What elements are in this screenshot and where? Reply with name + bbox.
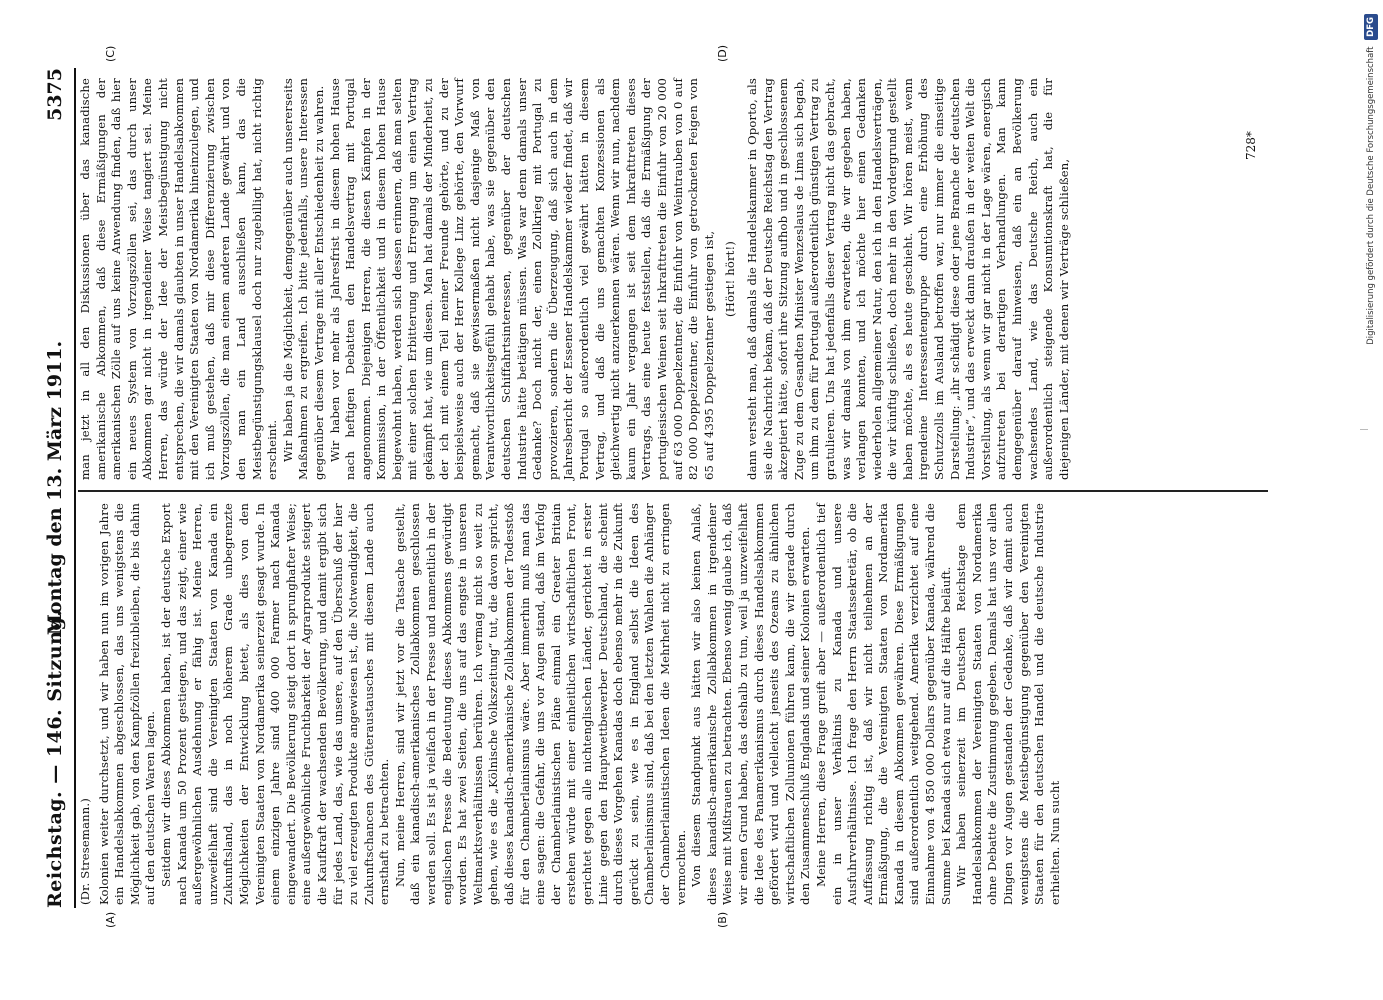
interjection: (Hört! hört!)	[723, 241, 738, 317]
page-number: 5375	[44, 68, 66, 121]
header-date: Montag den 13. März 1911.	[44, 340, 66, 636]
paragraph: Wir haben ja die Möglichkeit, demgegenüber auch unsererseits Maßnahmen zu ergreifen. Ich bitte jedenfalls, unsere Interessen gegenüber diesem Vertrage mit aller Entschiedenheit zu wahren.	[280, 78, 326, 480]
paragraph: Meine Herren, diese Frage greift aber — außerordentlich tief ein in unser Verhältnis zu Kanada und unsere Ausfuhrverhältnisse. Ich frage den Herrn Staatssekretär, ob die Auffassung richtig ist, daß wir nicht teilnehmen an der Ermäßigung, die die Vereinigten Staaten von Nordamerika Kanada in diesem Abkommen gewähren. Diese Ermäßigungen sind außerordentlich weitgehend. Amerika verzichtet auf eine Einnahme von 4 850 000 Dollars gegenüber Kanada, während die Summe bei Kanada sich etwa nur auf die Hälfte beläuft.	[813, 503, 953, 905]
column-divider	[78, 490, 1268, 492]
right-column	[78, 78, 1072, 480]
header-session: Reichstag. — 146. Sitzung.	[44, 609, 66, 908]
paragraph: dann versteht man, daß damals die Handelskammer in Oporto, als sie die Nachricht bekam, daß der Deutsche Reichstag den Vertrag akzeptiert hätte, sofort ihre Sitzung aufhob und in geschlossenem Zuge zu dem Gesandten Minister Wenzeslaus de Lima sich begab, um ihm zu dem für Portugal außerordentlich günstigen Vertrag zu gratulieren. Uns hat jedenfalls dieser Vertrag nicht das gebracht, was wir damals von ihm erwarteten, die wir gegeben haben, verlangen konnten, und ich möchte hier einen Gedanken wiederholen allgemeiner Natur, den ich in den Handelsverträgen, die wir künftig schließen, doch mehr in den Vordergrund gestellt haben möchte, als es heute geschieht. Wir hören meist, wenn irgendeine Interessentengruppe durch eine Erhöhung des Schutzzolls im Ausland betroffen war, nur immer die einseitige Darstellung: „ihr schädigt diese oder jene Branche der deutschen Industrie“, und das erweckt dann draußen in der weiten Welt die Vorstellung, als wenn wir gar nicht in der Lage wären, energisch aufzutreten bei derartigen Verhandlungen. Man kann demgegenüber darauf hinweisen, daß ein an Bevölkerung wachsendes Land, wie das Deutsche Reich, auch ein außerordentlich steigende Konsumtionskraft hat, die für diejenigen Länder, mit denen wir Verträge schließen,	[744, 78, 1071, 480]
speaker-tag: (Dr. Stresemann.)	[78, 798, 92, 905]
paragraph: Nun, meine Herren, sind wir jetzt vor die Tatsache gestellt, daß ein kanadisch-amerikanisches Zollabkommen geschlossen werden soll. Es ist ja vielfach in der Presse und namentlich in der englischen Presse die Bedeutung dieses Abkommens gewürdigt worden. Es hat zwei Seiten, die uns auf das engste in unseren Weltmarktsverhältnissen berühren. Ich vermag nicht so weit zu gehen, wie es die „Kölnische Volkszeitung“ tut, die davon spricht, daß dieses kanadisch-amerikanische Zollabkommen der Todesstoß für den Chamberlainismus wäre. Aber immerhin muß man das eine sagen: die Gefahr, die uns vor Augen stand, daß im Verfolg der Chamberlainistischen Pläne einmal ein Greater Britain erstehen würde mit einer einheitlichen wirtschaftlichen Front, gerichtet gegen alle nichtenglischen Länder, gerichtet in erster Linie gegen den Hauptwettbewerber Deutschland, die scheint durch dieses Vorgehen Kanadas doch ebenso mehr in die Zukunft gerückt zu sein, wie es in England selbst die Ideen des Chamberlainismus sind, daß bei den letzten Wahlen die Anhänger der Chamberlainistischen Ideen die Mehrheit nicht zu erringen vermochten.	[392, 503, 688, 905]
paragraph: man jetzt in all den Diskussionen über das kanadische amerikanische Abkommen, daß diese Ermäßigungen der amerikanischen Zölle auf uns keine Anwendung finden, daß hier ein neues System von Vorzugszöllen sei, das durch unser Abkommen gar nicht in irgendeiner Weise tangiert sei. Meine Herren, das würde der Idee der Meistbegünstigung nicht entsprechen, die wir damals glaubten in unser Handelsabkommen mit den Vereinigten Staaten von Nordamerika hineinzulegen, und ich muß gestehen, daß mir diese Differenzierung zwischen Vorzugszöllen, die man einem anderen Lande gewährt und von den man ein Land ausschließen kann, das die Meistbegünstigungsklausel doch nur zugebilligt hat, nicht richtig erscheint.	[78, 78, 280, 480]
paragraph: Seitdem wir dieses Abkommen haben, ist der deutsche Export nach Kanada um 50 Prozent gestiegen, und das zeigt, einer wie außergewöhnlichen Ausdehnung er fähig ist. Meine Herren, unzweifelhaft sind die Vereinigten Staaten von Kanada ein Zukunftsland, das in noch höherem Grade unbegrenzte Möglichkeiten der Entwicklung bietet, als dies von den Vereinigten Staaten von Nordamerika seinerzeit gesagt wurde. In einem einzigen Jahre sind 400 000 Farmer nach Kanada eingewandert. Die Bevölkerung steigt dort in sprunghafter Weise; eine außergewöhnliche Fruchtbarkeit der Agrarprodukte steigert die Kaufkraft der wachsenden Bevölkerung, und damit ergibt sich für jedes Land, das, wie das unsere, auf den Überschuß der hier zu viel erzeugten Produkte angewiesen ist, die Notwendigkeit, die Zukunftschancen des Güteraustausches mit diesem Lande auch ernsthaft zu betrachten.	[158, 503, 392, 905]
margin-marker-a: (A)	[104, 911, 117, 928]
paragraph: Von diesem Standpunkt aus hätten wir also keinen Anlaß, dieses kanadisch-amerikanische Zollabkommen in irgendeiner Weise mit Mißtrauen zu betrachten. Ebenso wenig glaube ich, daß wir einen Grund haben, das deshalb zu tun, weil ja unzweifelhaft die Idee des Panamerikanismus durch dieses Handelsabkommen gefördert wird und vielleicht jenseits des Ozeans zu ähnlichen wirtschaftlichen Zollunionen führen kann, die wir gerade durch den Zusammenschluß Englands und seiner Kolonien erwarten.	[689, 503, 813, 905]
left-column	[78, 503, 1063, 905]
dfg-logo: DFG	[1364, 14, 1378, 40]
page-footer-number: 728*	[1244, 131, 1258, 160]
digitization-credit	[1364, 14, 1378, 989]
page-header	[40, 68, 76, 908]
paragraph: Wir haben vor mehr als Jahresfrist in diesem hohen Hause nach heftigen Debatten den Handelsvertrag mit Portugal angenommen. Diejenigen Herren, die diesen Kämpfen in der Kommission, in der Öffentlichkeit und in diesem hohen Hause beigewohnt haben, werden sich dessen erinnern, daß man selten mit einer solchen Erbitterung und Erregung um einen Vertrag gekämpft hat, wie um diesen. Man hat damals der Minderheit, zu der ich mit einem Teil meiner Freunde gehörte, und zu der beispielsweise auch der Herr Kollege Linz gehörte, den Vorwurf gemacht, daß sie gewissermaßen nicht dasjenige Maß von Verantwortlichkeitsgefühl gehabt habe, was sie gegenüber den deutschen Schiffahrtsinteressen, gegenüber der deutschen Industrie hätte betätigen müssen. Was war denn damals unser Gedanke? Doch nicht der, einen Zollkrieg mit Portugal zu provozieren, sondern die Überzeugung, daß sich auch in dem Jahresbericht der Essener Handelskammer wieder findet, daß wir Portugal so außerordentlich viel gewährt hätten in diesem Vertrag, und daß die uns gemachten Konzessionen als gleichwertig nicht anzuerkennen wären. Wenn wir nun, nachdem kaum ein Jahr vergangen ist seit dem Inkrafttreten dieses Vertrags, das eine heute feststellen, daß die Ermäßigung der portugiesischen Weinen seit Inkrafttreten die Einfuhr von 20 000 auf 63 000 Doppelzentner, die Einfuhr von Weintrauben von 0 auf 82 000 Doppelzentner, die Einfuhr von getrockneten Feigen von 65 auf 4395 Doppelzentner gestiegen ist,	[327, 78, 716, 480]
margin-marker-d: (D)	[716, 44, 729, 62]
margin-marker-b: (B)	[716, 911, 729, 928]
paragraph: Wir haben seinerzeit im Deutschen Reichstage dem Handelsabkommen der Vereinigten Staaten von Nordamerika ohne Debatte die Zustimmung gegeben. Damals hat uns vor allen Dingen vor Augen gestanden der Gedanke, daß wir damit auch wenigstens die Meistbegünstigung gegenüber den Vereinigten Staaten für den deutschen Handel und die deutsche Industrie erhielten. Nun sucht	[954, 503, 1062, 905]
paragraph: Kolonien weiter durchsetzt, und wir haben nun im vorigen Jahre ein Handelsabkommen abgeschlossen, das uns wenigstens die Möglichkeit gab, von den Kampfzöllen freizubleiben, die bis dahin auf den deutschen Waren lagen.	[96, 503, 158, 905]
credit-text: Digitalisierung gefördert durch die Deutsche Forschungsgemeinschaft	[1366, 46, 1376, 345]
margin-marker-c: (C)	[104, 45, 117, 62]
